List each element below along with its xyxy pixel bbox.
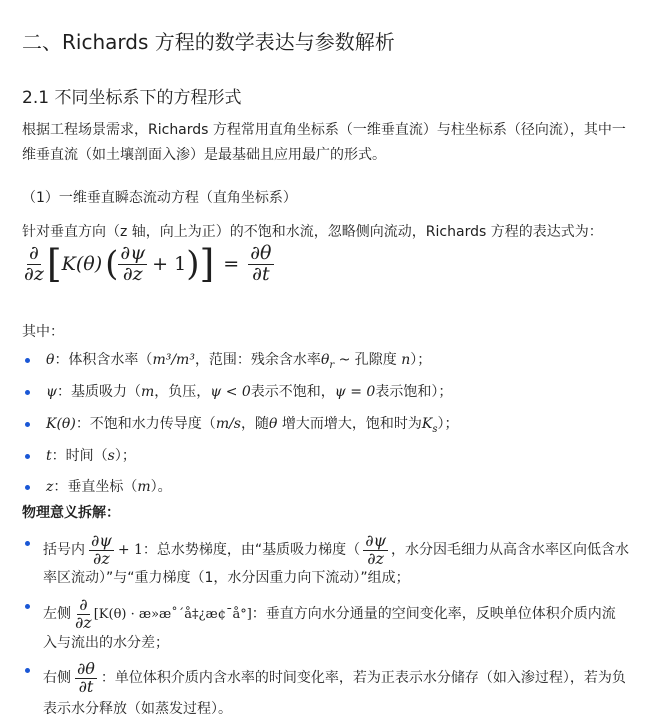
bullet-dot	[25, 390, 30, 395]
list-item-psi: ψ：基质吸力（m，负压，ψ < 0表示不饱和，ψ = 0表示饱和）；	[46, 384, 453, 400]
bullet-dot	[25, 422, 30, 427]
phys-item-left-line2: 入与流出的水分差；	[43, 635, 169, 651]
phys-item-right: 右侧 $\frac{\partial\theta}{\partial t}$ ：单位体积介质内含水率的时间变化率，若为正表示水分储存（如入渗过程），若为负	[43, 658, 626, 696]
bullet-dot	[25, 358, 30, 363]
bullet-dot	[25, 454, 30, 459]
section-title: 二、Richards 方程的数学表达与参数解析	[22, 30, 395, 54]
bullet-dot	[25, 604, 30, 609]
phys-item-right-line2: 表示水分释放（如蒸发过程）。	[43, 701, 232, 717]
list-item-k: K(θ)：不饱和水力传导度（m/s，随θ 增大而增大，饱和时为$K_s$）；	[46, 416, 459, 435]
item1-heading: （1）一维垂直瞬态流动方程（直角坐标系）	[22, 190, 297, 206]
bullet-dot	[25, 668, 30, 673]
intro-paragraph-line2: 维垂直流（如土壤剖面入渗）是最基础且应用最广的形式。	[22, 147, 386, 163]
phys-item-bracket-line2: 率区流动）”与“重力梯度（1，水分因重力向下流动）”组成；	[43, 570, 410, 586]
bullet-dot	[25, 541, 30, 546]
list-item-theta: θ：体积含水率（m³/m³，范围：残余含水率$\theta_r$ ~ 孔隙度 n）；	[46, 352, 432, 371]
bullet-dot	[25, 485, 30, 490]
richards-equation: $\frac{\partial}{\partial z}$ [ K(θ) ( $\frac{\partial\psi}{\partial z}$ + 1 ) ] = $\frac{\partial\theta}{\partial t}$	[24, 241, 272, 286]
list-item-z: z：垂直坐标（m）。	[46, 479, 172, 495]
intro-paragraph-line1: 根据工程场景需求，Richards 方程常用直角坐标系（一维垂直流）与柱坐标系（径向流），其中一	[22, 122, 626, 138]
phys-item-left: 左侧 $\frac{\partial}{\partial z}$ [K(θ) · æ»æ˚´å‡¿æ¢¯å°] ：垂直方向水分通量的空间变化率，反映单位体积介质内流	[43, 594, 616, 632]
physical-meaning-label: 物理意义拆解：	[22, 505, 120, 521]
item1-description: 针对垂直方向（z 轴，向上为正）的不饱和水流，忽略侧向流动，Richards 方程的表达式为：	[22, 224, 603, 240]
phys-item-bracket: 括号内 $\frac{\partial\psi}{\partial z}$ + 1 ：总水势梯度，由“基质吸力梯度（ $\frac{\partial\psi}{\partial z}$ ，水分因毛细力从高含水率区向低含水	[43, 530, 630, 568]
where-label: 其中：	[22, 324, 64, 340]
list-item-t: t：时间（s）；	[46, 448, 136, 464]
subsection-title: 2.1 不同坐标系下的方程形式	[22, 88, 242, 108]
